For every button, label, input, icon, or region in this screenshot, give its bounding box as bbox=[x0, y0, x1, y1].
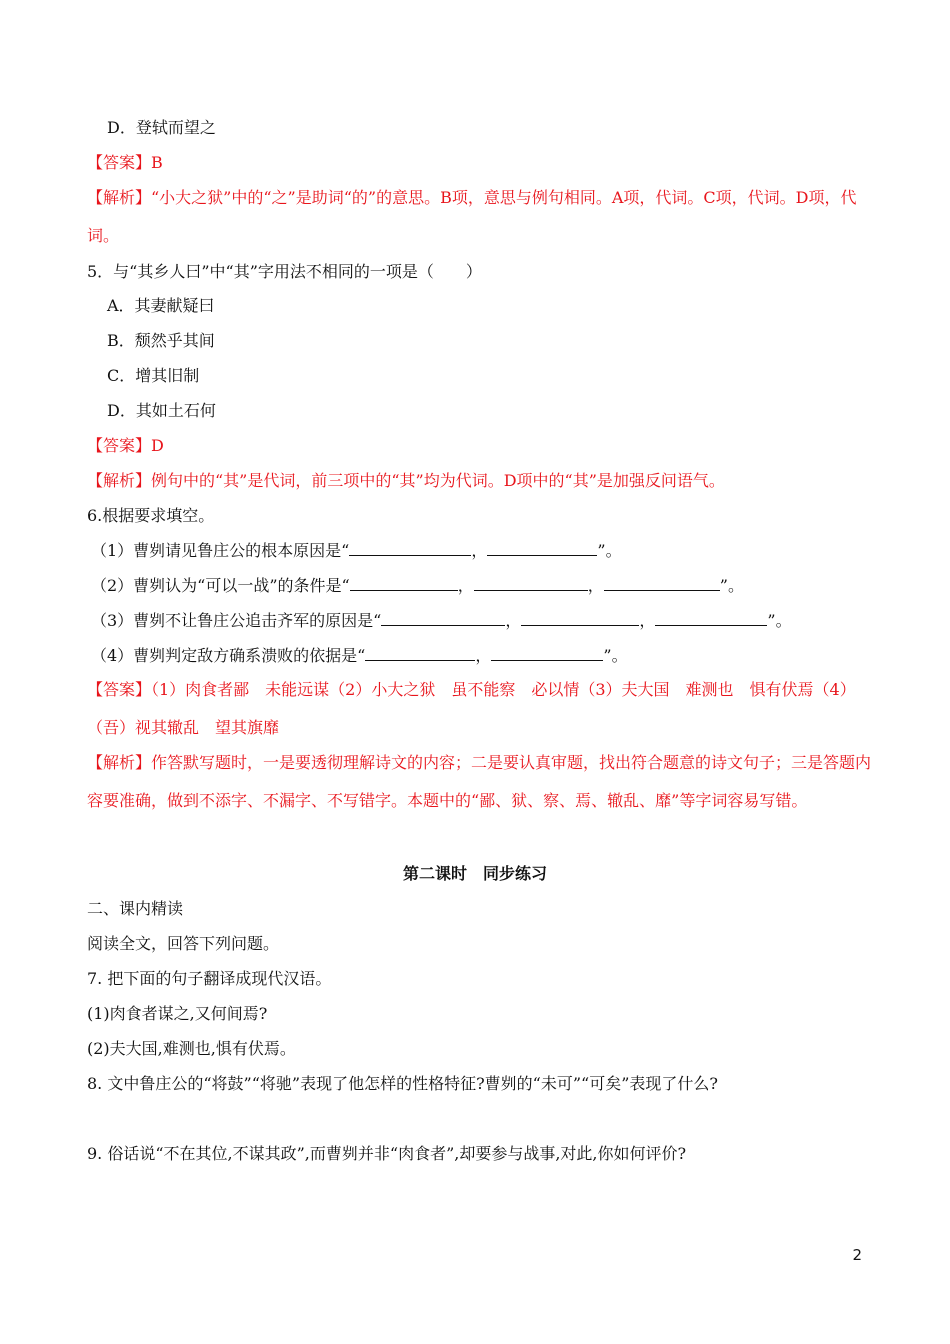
answer-blank[interactable] bbox=[655, 611, 767, 626]
answer-blank[interactable] bbox=[365, 646, 475, 661]
answer-blank[interactable] bbox=[491, 646, 603, 661]
question-9: 9. 俗话说“不在其位,不谋其政”,而曹刿并非“肉食者”,却要参与战事,对此,你如何评价? bbox=[87, 1144, 687, 1163]
page-number: 2 bbox=[852, 1246, 862, 1264]
part-heading: 二、课内精读 bbox=[87, 899, 184, 918]
answer-blank[interactable] bbox=[487, 541, 597, 556]
question-8: 8. 文中鲁庄公的“将鼓”“将驰”表现了他怎样的性格特征?曹刿的“未可”“可矣”表现了什么? bbox=[87, 1074, 718, 1093]
option-a: A．其妻献疑曰 bbox=[107, 296, 215, 315]
option-c: C．增其旧制 bbox=[107, 366, 200, 385]
answer-6: 【答案】（1）肉食者鄙 未能远谋（2）小大之狱 虽不能察 必以情（3）夫大国 难测也 惧有伏焉（4）（吾）视其辙乱 望其旗靡 bbox=[87, 680, 856, 737]
answer-blank[interactable] bbox=[521, 611, 639, 626]
answer-4: 【答案】B bbox=[87, 153, 163, 172]
answer-5: 【答案】D bbox=[87, 436, 164, 455]
analysis-6: 【解析】作答默写题时，一是要透彻理解诗文的内容；二是要认真审题，找出符合题意的诗文句子；三是答题内容要准确，做到不添字、不漏字、不写错字。本题中的“鄙、狱、察、焉、辙乱、靡”等字词容易写错。 bbox=[87, 753, 872, 810]
answer-blank[interactable] bbox=[349, 541, 471, 556]
fill-item-1: （1）曹刿请见鲁庄公的根本原因是“ ， ”。 bbox=[91, 541, 622, 560]
question-7-item-1: (1)肉食者谋之,又何间焉? bbox=[87, 1004, 268, 1023]
option-d: D．其如土石何 bbox=[107, 401, 216, 420]
question-6: 6.根据要求填空。 bbox=[87, 506, 215, 525]
fill-item-3: （3）曹刿不让鲁庄公追击齐军的原因是“ ， ， ”。 bbox=[91, 611, 792, 630]
section-title: 第二课时 同步练习 bbox=[402, 864, 547, 883]
answer-blank[interactable] bbox=[474, 576, 588, 591]
option-d: D．登轼而望之 bbox=[107, 118, 216, 137]
fill-item-2: （2）曹刿认为“可以一战”的条件是“ ， ， ”。 bbox=[91, 576, 744, 595]
question-7: 7. 把下面的句子翻译成现代汉语。 bbox=[87, 969, 332, 988]
answer-blank[interactable] bbox=[350, 576, 458, 591]
analysis-4: 【解析】“小大之狱”中的“之”是助词“的”的意思。B项，意思与例句相同。A项，代词。C项，代词。D项，代词。 bbox=[87, 188, 857, 245]
question-5: 5．与“其乡人曰”中“其”字用法不相同的一项是（ ） bbox=[87, 262, 482, 281]
analysis-5: 【解析】例句中的“其”是代词，前三项中的“其”均为代词。D项中的“其”是加强反问语气。 bbox=[87, 471, 725, 490]
option-b: B．颓然乎其间 bbox=[107, 331, 215, 350]
fill-item-4: （4）曹刿判定敌方确系溃败的依据是“ ， ”。 bbox=[91, 646, 628, 665]
instruction: 阅读全文，回答下列问题。 bbox=[87, 934, 280, 953]
answer-blank[interactable] bbox=[381, 611, 505, 626]
answer-blank[interactable] bbox=[604, 576, 720, 591]
question-7-item-2: (2)夫大国,难测也,惧有伏焉。 bbox=[87, 1039, 296, 1058]
